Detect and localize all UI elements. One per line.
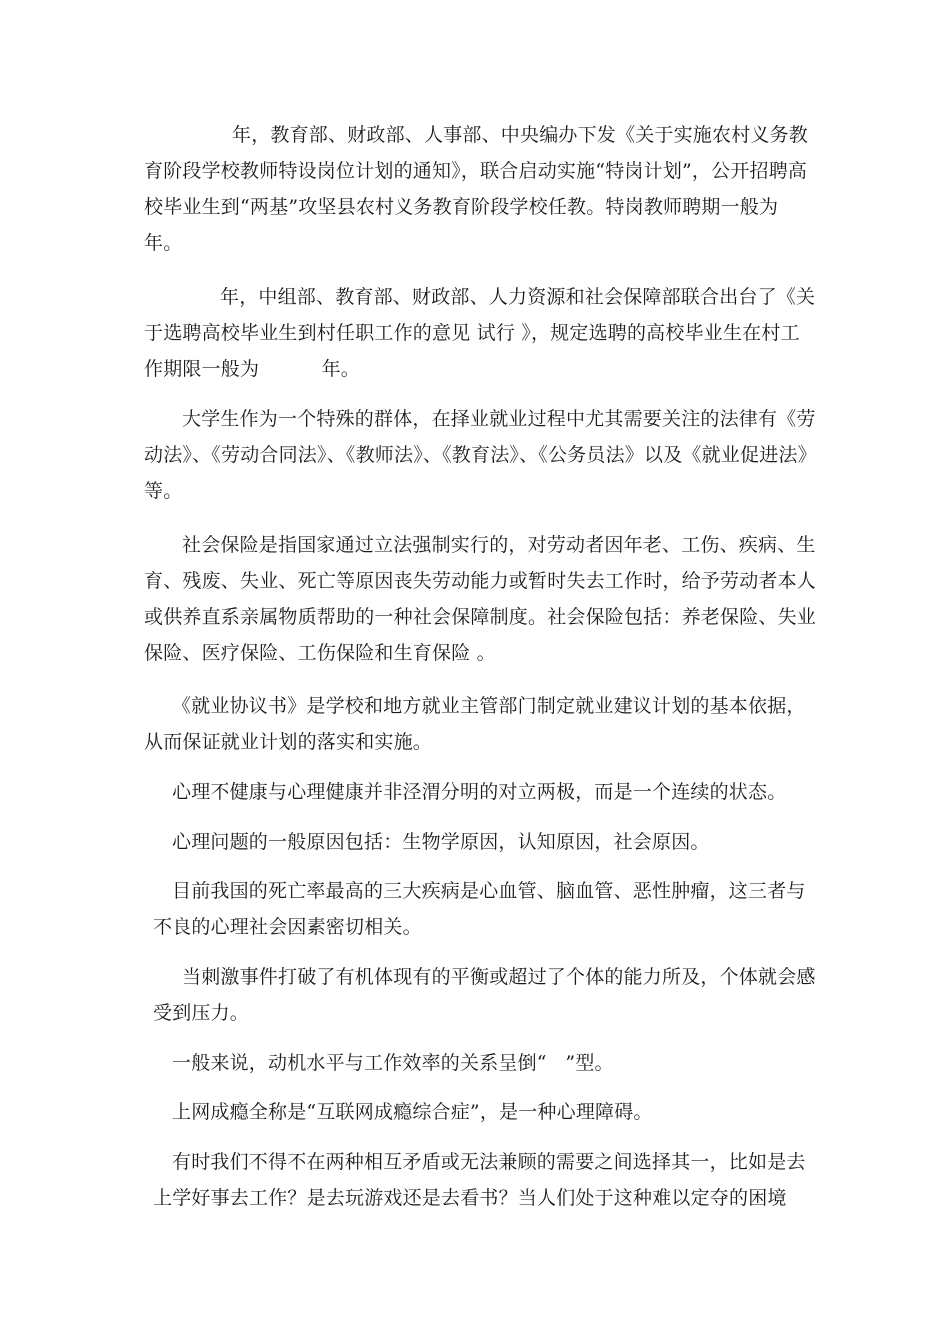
text-line: 不良的心理社会因素密切相关。 (153, 916, 422, 938)
text-line: 作期限一般为 年。 (144, 358, 360, 380)
text-line: 年，中组部、教育部、财政部、人力资源和社会保障部联合出台了《关 (220, 286, 816, 308)
text-line: 校毕业生到“两基”攻坚县农村义务教育阶段学校任教。特岗教师聘期一般为 (144, 196, 779, 218)
paragraph-village-official (144, 279, 815, 387)
text-line: 上学好事去工作？是去玩游戏还是去看书？当人们处于这种难以定夺的困境 (153, 1187, 787, 1209)
text-line: 一般来说，动机水平与工作效率的关系呈倒“ ”型。 (172, 1052, 614, 1074)
text-line: 上网成瘾全称是“互联网成瘾综合症”，是一种心理障碍。 (172, 1101, 653, 1123)
paragraph-employment-laws (144, 401, 817, 509)
text-line: 育阶段学校教师特设岗位计划的通知》，联合启动实施“特岗计划”，公开招聘高 (144, 160, 808, 182)
text-line: 年，教育部、财政部、人事部、中央编办下发《关于实施农村义务教 (232, 124, 809, 146)
paragraph-special-post-plan (144, 117, 808, 261)
text-line: 等。 (144, 480, 183, 502)
paragraph-employment-agreement (144, 688, 806, 760)
text-line: 从而保证就业计划的落实和实施。 (144, 731, 433, 753)
text-line: 目前我国的死亡率最高的三大疾病是心血管、脑血管、恶性肿瘤，这三者与 (172, 880, 806, 902)
text-line: 大学生作为一个特殊的群体，在择业就业过程中尤其需要关注的法律有《劳 (182, 408, 816, 430)
text-line: 有时我们不得不在两种相互矛盾或无法兼顾的需要之间选择其一，比如是去 (172, 1151, 806, 1173)
text-line: 动法》、《劳动合同法》、《教师法》、《教育法》、《公务员法》以及《就业促进法》 (144, 444, 817, 466)
paragraph-stress (144, 959, 816, 1031)
text-line: 或供养直系亲属物质帮助的一种社会保障制度。社会保险包括：养老保险、失业 (144, 606, 817, 628)
text-line: 当刺激事件打破了有机体现有的平衡或超过了个体的能力所及，个体就会感 (182, 966, 816, 988)
paragraph-mortality-diseases (144, 873, 806, 945)
paragraph-conflict-choice (144, 1144, 806, 1216)
paragraph-social-insurance (144, 527, 816, 671)
paragraph-psych-problem-causes (144, 824, 710, 860)
text-line: 心理问题的一般原因包括：生物学原因，认知原因，社会原因。 (172, 831, 710, 853)
text-line: 心理不健康与心理健康并非泾渭分明的对立两极，而是一个连续的状态。 (172, 781, 787, 803)
text-line: 于选聘高校毕业生到村任职工作的意见 试行 》，规定选聘的高校毕业生在村工 (144, 322, 800, 344)
paragraph-motivation-efficiency (144, 1045, 614, 1081)
paragraph-mental-health-continuum (144, 774, 786, 810)
text-line: 《就业协议书》是学校和地方就业主管部门制定就业建议计划的基本依据， (172, 695, 806, 717)
text-line: 年。 (144, 232, 183, 254)
text-line: 受到压力。 (153, 1002, 250, 1024)
text-line: 保险、医疗保险、工伤保险和生育保险 。 (144, 642, 496, 664)
paragraph-internet-addiction (144, 1094, 653, 1130)
text-line: 育、残废、失业、死亡等原因丧失劳动能力或暂时失去工作时，给予劳动者本人 (144, 570, 817, 592)
text-line: 社会保险是指国家通过立法强制实行的，对劳动者因年老、工伤、疾病、生 (182, 534, 816, 556)
